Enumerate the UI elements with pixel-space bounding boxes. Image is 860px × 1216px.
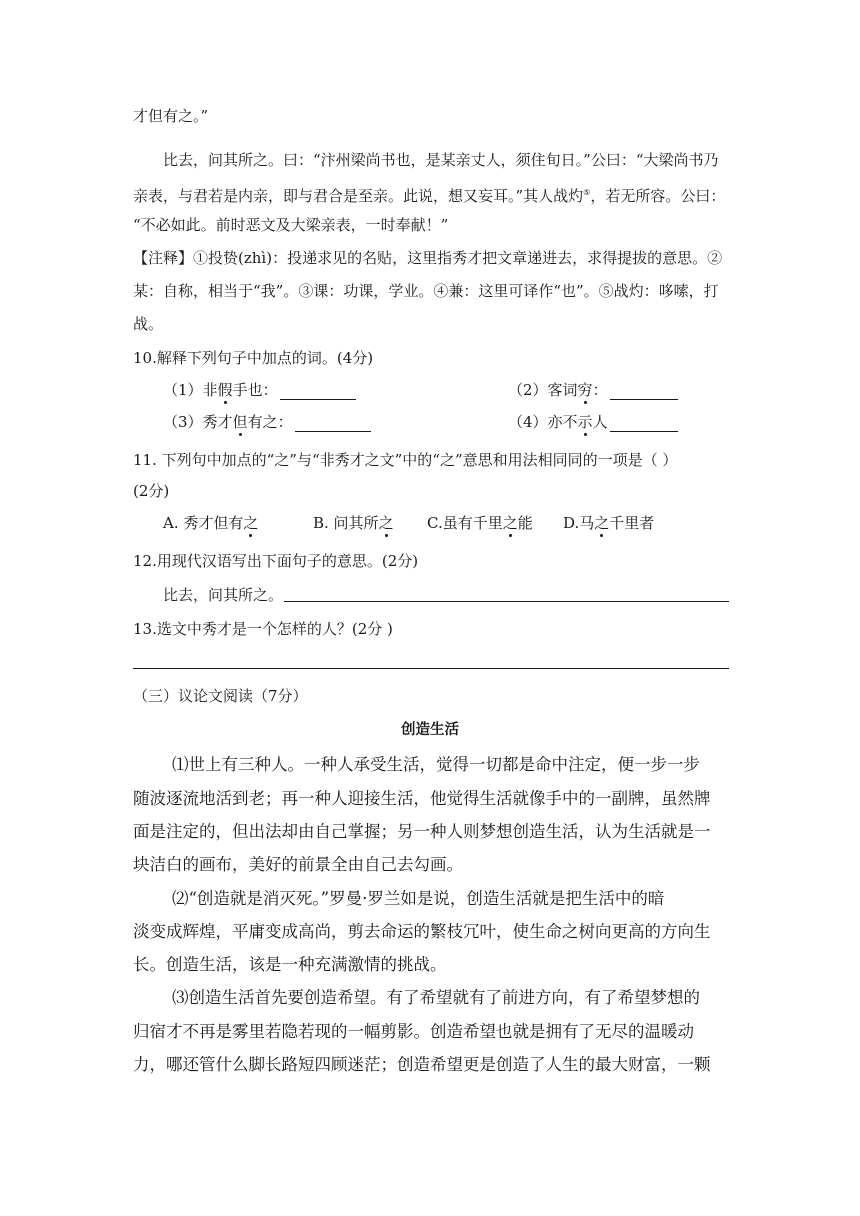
q11-option-a[interactable] <box>163 513 258 533</box>
answer-blank[interactable] <box>610 415 678 432</box>
q10-item-2 <box>508 380 678 400</box>
option-text: C.虽有千里 <box>427 514 503 532</box>
question-10: 10.解释下列句子中加点的词。(4分) <box>133 349 374 367</box>
question-13: 13.选文中秀才是一个怎样的人？(2分 ) <box>133 620 393 638</box>
annotation-line: 战。 <box>133 315 164 333</box>
item-text: ： <box>592 381 608 399</box>
essay-line: 淡变成辉煌，平庸变成高尚，剪去命运的繁枝冗叶，使生命之树向更高的方向生 <box>133 922 711 941</box>
dotted-char: 示 <box>577 413 593 431</box>
option-text: 能 <box>517 514 533 532</box>
item-text: 有之： <box>247 413 293 431</box>
passage-line: 才但有之。” <box>133 107 209 125</box>
question-11-score: (2分) <box>133 482 170 500</box>
essay-line: 长。创造生活，该是一种充满激情的挑战。 <box>133 955 447 974</box>
dotted-char: 之 <box>243 514 259 532</box>
dotted-char: 之 <box>502 514 518 532</box>
dotted-char: 但 <box>232 413 248 431</box>
question-12: 12.用现代汉语写出下面句子的意思。(2分) <box>133 552 419 570</box>
q11-option-b[interactable] <box>313 513 394 533</box>
q11-option-c[interactable] <box>427 513 533 533</box>
q11-option-d[interactable] <box>563 513 654 533</box>
passage-line: 比去，问其所之。曰：“汴州梁尚书也，是某亲丈人，须住旬日。”公曰：“大梁尚书乃 <box>163 151 719 169</box>
dotted-char: 假 <box>217 381 233 399</box>
option-text: A. 秀才但有 <box>163 514 244 532</box>
dotted-char: 之 <box>594 514 610 532</box>
q12-sentence: 比去，问其所之。 <box>163 586 284 604</box>
option-text: B. 问其所 <box>313 514 379 532</box>
passage-text: ，若无所容。公曰： <box>590 187 726 205</box>
footnote-mark: ⑤ <box>583 188 591 197</box>
q10-item-1 <box>163 380 356 400</box>
dotted-char: 之 <box>378 514 394 532</box>
essay-line: ⑴世上有三种人。一种人承受生活，觉得一切都是命中注定，便一步一步 <box>172 755 700 774</box>
option-text: D.马 <box>563 514 595 532</box>
answer-blank[interactable] <box>295 415 371 432</box>
item-text: （2）客词 <box>508 381 578 399</box>
item-text: （4）亦不 <box>508 413 578 431</box>
essay-line: 力，哪还管什么脚长路短四顾迷茫；创造希望更是创造了人生的最大财富，一颗 <box>133 1055 711 1074</box>
passage-text: 亲表，与君若是内亲，即与君合是至亲。此说，想又妄耳。”其人战灼 <box>133 187 584 205</box>
item-text: （3）秀才 <box>163 413 233 431</box>
essay-line: 归宿才不再是雾里若隐若现的一幅剪影。创造希望也就是拥有了无尽的温暖动 <box>133 1022 694 1041</box>
essay-title: 创造生活 <box>401 722 459 738</box>
q10-item-3 <box>163 412 371 432</box>
essay-line: 块洁白的画布，美好的前景全由自己去勾画。 <box>133 855 463 874</box>
answer-line[interactable] <box>284 601 729 602</box>
q10-item-4 <box>508 412 678 432</box>
annotation-line: 【注释】①投贽(zhì)：投递求见的名贴，这里指秀才把文章递进去，求得提拔的意思。② <box>133 249 723 267</box>
essay-line: 随波逐流地活到老；再一种人迎接生活，他觉得生活就像手中的一副牌，虽然牌 <box>133 789 711 808</box>
option-text: 千里者 <box>609 514 655 532</box>
item-text: （1）非 <box>163 381 218 399</box>
item-text: 手也： <box>232 381 278 399</box>
essay-line: ⑶创造生活首先要创造希望。有了希望就有了前进方向，有了希望梦想的 <box>172 988 700 1007</box>
item-text: 人 <box>592 413 608 431</box>
essay-line: ⑵“创造就是消灭死。”罗曼·罗兰如是说，创造生活就是把生活中的暗 <box>172 889 665 908</box>
answer-blank[interactable] <box>610 383 678 400</box>
section-heading: （三）议论文阅读（7分） <box>133 687 308 705</box>
essay-line: 面是注定的，但出法却由自己掌握；另一种人则梦想创造生活，认为生活就是一 <box>133 822 711 841</box>
question-11: 11. 下列句中加点的“之”与“非秀才之文”中的“之”意思和用法相同同的一项是（ ） <box>133 451 678 469</box>
passage-line <box>133 183 725 206</box>
annotation-line: 某：自称，相当于“我”。③课：功课，学业。④兼：这里可译作“也”。⑤战灼：哆嗦，打 <box>133 282 719 300</box>
answer-blank[interactable] <box>280 383 356 400</box>
passage-line: “不必如此。前时恶文及大梁亲表，一时奉献！” <box>133 216 449 234</box>
answer-line[interactable] <box>133 668 729 669</box>
dotted-char: 穷 <box>577 381 593 399</box>
